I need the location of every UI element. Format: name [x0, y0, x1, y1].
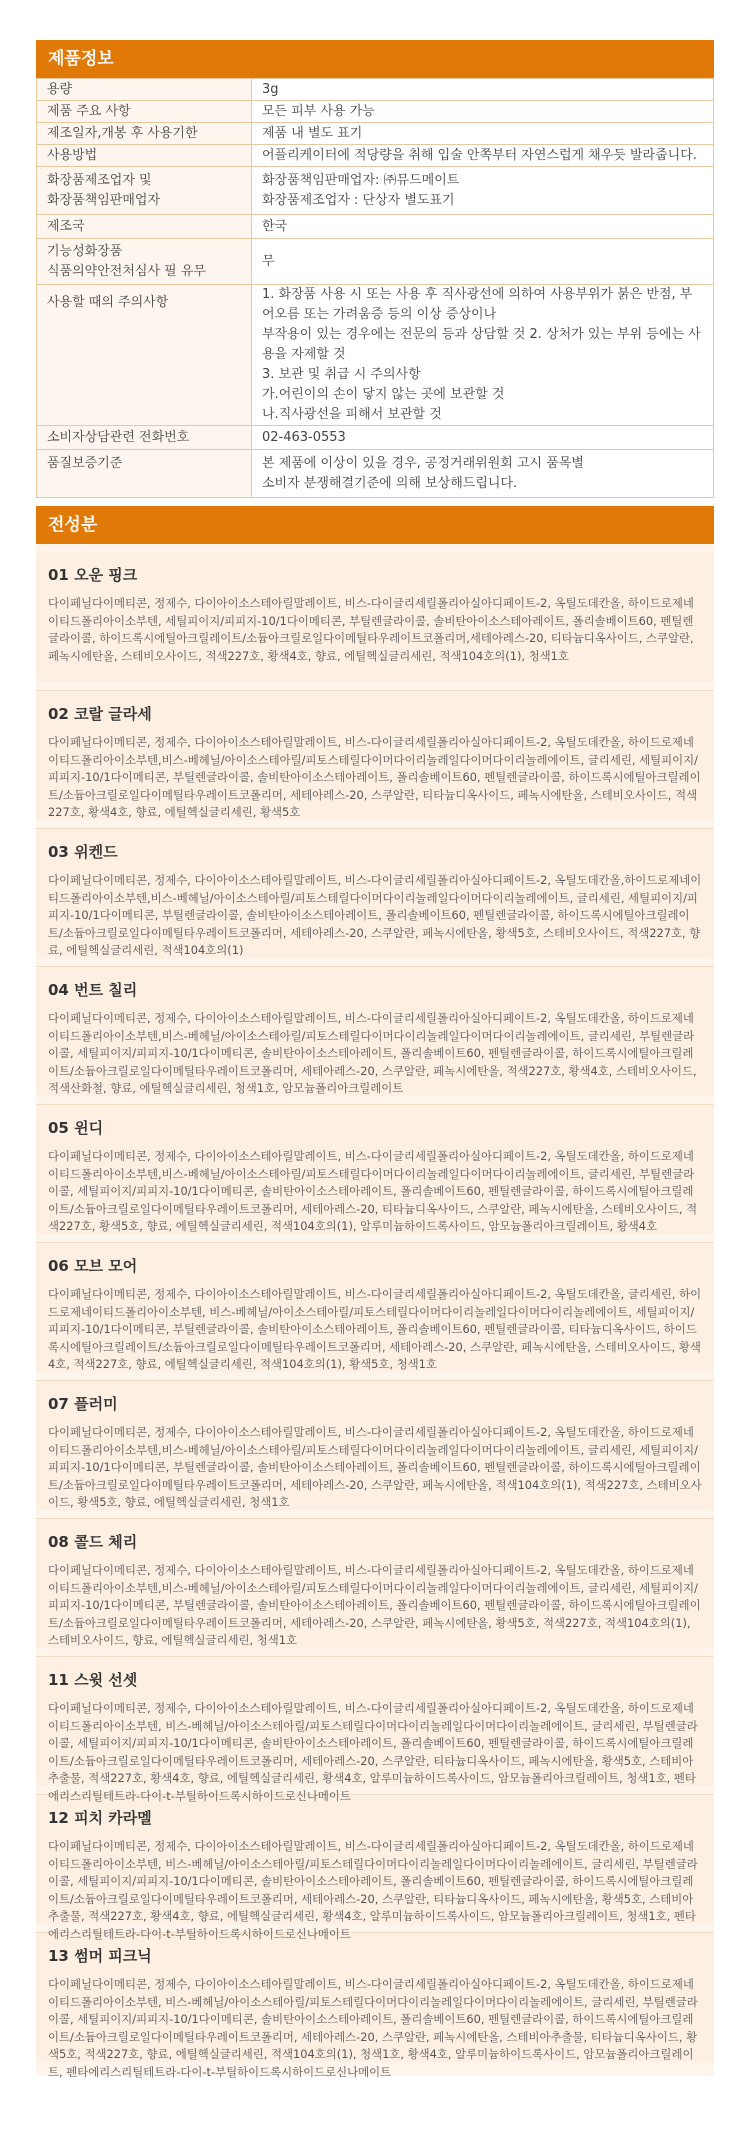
info-value: 한국 — [252, 215, 714, 239]
ingredient-name: 04 번트 칠리 — [48, 981, 138, 999]
info-row-manufacturer — [37, 167, 714, 215]
ingredients-title: 전성분 — [36, 506, 714, 544]
info-row-date — [37, 123, 714, 145]
ingredients-list — [36, 544, 714, 2079]
ingredient-item — [36, 966, 714, 1096]
ingredient-item — [36, 1380, 714, 1510]
info-value: 무 — [252, 239, 714, 285]
ingredient-text: 다이페닐다이메티콘, 정제수, 다이아이소스테아릴말레이트, 비스-다이글리세릴폴리아실아디페이트-2, 옥틸도데칸올, 하이드로제네이티드폴리아이소부텐, 비스-베헤닐/아이소스테아릴/피토스테릴다이머다이리놀레일다이머다이리놀레에이트, 글리세린, 부틸렌글라이콜, 세틸피이지/피피지-10/1다이메티콘, 솔비탄아이소스테아레이트, 폴리솔베이트60, 펜틸렌글라이콜, 하이드록시에틸아크릴레이트/소듐아크릴로일다이메틸타우레이트코폴리머, 세테아레스-20, 스쿠알란, 티타늄디옥사이드, 페녹시에탄올, 황색5호, 스테비아추출물, 적색227호, 황색4호, 향료, 에틸헥실글리세린, 황색4호, 알루미늄하이드록사이드, 암모늄폴리아크릴레이트, 청색1호, 펜타에리스리틸테트라-다이-t-부틸하이드록시하이드로신나메이트 — [48, 1701, 698, 1803]
info-key: 용량 — [37, 79, 252, 101]
info-key: 품질보증기준 — [37, 450, 252, 498]
info-value: 3g — [252, 79, 714, 101]
ingredient-item — [36, 1104, 714, 1234]
info-value: 화장품책임판매업자: ㈜뮤드메이트 화장품제조업자 : 단상자 별도표기 — [252, 167, 714, 215]
ingredient-text: 다이페닐다이메티콘, 정제수, 다이아이소스테아릴말레이트, 비스-다이글리세릴폴리아실아디페이트-2, 옥틸도데칸올,하이드로제네이티드폴리아이소부텐,비스-베헤닐/아이소스테아릴/피토스테릴다이머다이리놀레일다이머다이리놀레에이트, 글리세린, 세틸피이지/피피지-10/1다이메티콘, 부틸렌글라이콜, 솔비탄아이소스테아레이트, 폴리솔베이트60, 펜틸렌글라이콜, 하이드록시에틸아크릴레이트/소듐아크릴로일다이메틸타우레이트코폴리머, 세테아레스-20, 스쿠알란, 페녹시에탄올, 황색5호, 스테비오사이드, 적색227호, 향료, 에틸헥실글리세린, 적색104호의(1) — [48, 873, 702, 957]
ingredient-text: 다이페닐다이메티콘, 정제수, 다이아이소스테아릴말레이트, 비스-다이글리세릴폴리아실아디페이트-2, 옥틸도데칸올, 글리세린, 하이드로제네이티드폴리아이소부텐, 비스-베헤닐/아이소스테아릴/피토스테릴다이머다이리놀레일다이머다이리놀레에이트, 세틸피이지/피피지-10/1다이메티콘, 부틸렌글라이콜, 솔비탄아이소스테아레이트, 폴리솔베이트60, 펜틸렌글라이콜, 티타늄디옥사이드, 하이드록시에틸아크릴레이트/소듐아크릴로일다이메틸타우레이트코폴리머, 세테아레스-20, 스쿠알란, 페녹시에탄올, 스테비오사이드, 황색4호, 적색227호, 향료, 에틸헥실글리세린, 적색104호의(1), 황색5호, 청색1호 — [48, 1287, 702, 1371]
ingredient-item — [36, 690, 714, 820]
ingredients-section — [36, 506, 714, 2079]
ingredient-item — [36, 828, 714, 958]
info-key: 사용할 때의 주의사항 — [37, 285, 252, 426]
ingredient-item — [36, 1656, 714, 1803]
info-value: 02-463-0553 — [252, 426, 714, 450]
product-info-title: 제품정보 — [36, 40, 714, 78]
ingredient-text: 다이페닐다이메티콘, 정제수, 다이아이소스테아릴말레이트, 비스-다이글리세릴폴리아실아디페이트-2, 옥틸도데칸올, 하이드로제네이티드폴리아이소부텐,비스-베헤닐/아이소스테아릴/피토스테릴다이머다이리놀레일다이머다이리놀레에이트, 글리세린, 부틸렌글라이콜, 세틸피이지/피피지-10/1다이메티콘, 솔비탄아이소스테아레이트, 폴리솔베이트60, 펜틸렌글라이콜, 하이드록시에틸아크릴레이트/소듐아크릴로일다이메틸타우레이트코폴리머, 세테아레스-20, 티타늄디옥사이드, 스쿠알란, 페녹시에탄올, 스테비오사이드, 적색227호, 황색5호, 향료, 에틸헥실글리세린, 적색104호의(1), 알루미늄하이드록사이드, 암모늄폴리아크릴레이트, 황색4호 — [48, 1149, 698, 1233]
info-value: 모든 피부 사용 가능 — [252, 101, 714, 123]
ingredient-name: 12 피치 카라멜 — [48, 1809, 152, 1827]
ingredient-name: 07 플러미 — [48, 1395, 118, 1413]
info-value: 본 제품에 이상이 있을 경우, 공정거래위원회 고시 품목별 소비자 분쟁해결기준에 의해 보상해드립니다. — [252, 450, 714, 498]
ingredient-text: 다이페닐다이메티콘, 정제수, 다이아이소스테아릴말레이트, 비스-다이글리세릴폴리아실아디페이트-2, 옥틸도데칸올, 하이드로제네이티드폴리아이소부텐,비스-베헤닐/아이소스테아릴/피토스테릴다이머다이리놀레일다이머다이리놀레에이트, 글리세린, 부틸렌글라이콜, 세틸피이지/피피지-10/1다이메티콘, 솔비탄아이소스테아레이트, 폴리솔베이트60, 펜틸렌글라이콜, 하이드록시에틸아크릴레이트/소듐아크릴로일다이메틸타우레이트코폴리머, 세테아레스-20, 스쿠알란, 페녹시에탄올, 적색227호, 황색4호, 스테비오사이드, 적색산화철, 향료, 에틸헥실글리세린, 청색1호, 암모늄폴리아크릴레이트 — [48, 1011, 697, 1095]
info-key: 소비자상담관련 전화번호 — [37, 426, 252, 450]
ingredient-name: 05 윈디 — [48, 1119, 104, 1137]
ingredient-name: 01 오운 핑크 — [48, 566, 138, 584]
info-value: 어플리케이터에 적당량을 취해 입술 안쪽부터 자연스럽게 채우듯 발라줍니다. — [252, 145, 714, 167]
product-info-section — [36, 40, 714, 498]
info-row-usage — [37, 145, 714, 167]
info-row-main — [37, 101, 714, 123]
info-value: 1. 화장품 사용 시 또는 사용 후 직사광선에 의하여 사용부위가 붉은 반점, 부어오름 또는 가려움증 등의 이상 증상이나 부작용이 있는 경우에는 전문의 등과 상담할 것 2. 상처가 있는 부위 등에는 사용을 자제할 것 3. 보관 및 취급 시 주의사항 가.어린이의 손이 닿지 않는 곳에 보관할 것 나.직사광선을 피해서 보관할 것 — [252, 285, 714, 426]
ingredient-text: 다이페닐다이메티콘, 정제수, 다이아이소스테아릴말레이트, 비스-다이글리세릴폴리아실아디페이트-2, 옥틸도데칸올, 하이드로제네이티드폴리아이소부텐,비스-베헤닐/아이소스테아릴/피토스테릴다이머다이리놀레일다이머다이리놀레에이트, 글리세린, 세틸피이지/피피지-10/1다이메티콘, 부틸렌글라이콜, 솔비탄아이소스테아레이트, 폴리솔베이트60, 펜틸렌글라이콜, 하이드록시에틸아크릴레이트/소듐아크릴로일다이메틸타우레이트코폴리머, 세테아레스-20, 스쿠알란, 페녹시에탄올, 적색104호의(1), 적색227호, 스테비오사이드, 황색5호, 향료, 에틸헥실글리세린, 청색1호 — [48, 1425, 702, 1509]
info-key: 화장품제조업자 및 화장품책임판매업자 — [37, 167, 252, 215]
info-key: 기능성화장품 식품의약안전처심사 필 유무 — [37, 239, 252, 285]
info-value: 제품 내 별도 표기 — [252, 123, 714, 145]
info-row-country — [37, 215, 714, 239]
info-row-volume — [37, 79, 714, 101]
ingredient-item — [36, 1794, 714, 1941]
info-row-functional — [37, 239, 714, 285]
info-key: 제조일자,개봉 후 사용기한 — [37, 123, 252, 145]
ingredient-text: 다이페닐다이메티콘, 정제수, 다이아이소스테아릴말레이트, 비스-다이글리세릴폴리아실아디페이트-2, 옥틸도데칸올, 하이드로제네이티드폴리아이소부텐, 비스-베헤닐/아이소스테아릴/피토스테릴다이머다이리놀레일다이머다이리놀레에이트, 글리세린, 부틸렌글라이콜, 세틸피이지/피피지-10/1다이메티콘, 솔비탄아이소스테아레이트, 폴리솔베이트60, 펜틸렌글라이콜, 하이드록시에틸아크릴레이트/소듐아크릴로일다이메틸타우레이트코폴리머, 세테아레스-20, 스쿠알란, 페녹시에탄올, 스테비아추출물, 티타늄디옥사이드, 황색5호, 적색227호, 향료, 에틸헥실글리세린, 적색104호의(1), 청색1호, 황색4호, 알루미늄하이드록사이드, 암모늄폴리아크릴레이트, 펜타에리스리틸테트라-다이-t-부틸하이드록시하이드로신나메이트 — [48, 1977, 698, 2079]
info-key: 제품 주요 사항 — [37, 101, 252, 123]
ingredient-text: 다이페닐다이메티콘, 정제수, 다이아이소스테아릴말레이트, 비스-다이글리세릴폴리아실아디페이트-2, 옥틸도데칸올, 하이드로제네이티드폴리아이소부텐, 비스-베헤닐/아이소스테아릴/피토스테릴다이머다이리놀레일다이머다이리놀레에이트, 글리세린, 부틸렌글라이콜, 세틸피이지/피피지-10/1다이메티콘, 솔비탄아이소스테아레이트, 폴리솔베이트60, 펜틸렌글라이콜, 하이드록시에틸아크릴레이트/소듐아크릴로일다이메틸타우레이트코폴리머, 세테아레스-20, 스쿠알란, 티타늄디옥사이드, 페녹시에탄올, 황색5호, 스테비아추출물, 적색227호, 황색4호, 향료, 에틸헥실글리세린, 황색4호, 알루미늄하이드록사이드, 암모늄폴리아크릴레이트, 청색1호, 펜타에리스리틸테트라-다이-t-부틸하이드록시하이드로신나메이트 — [48, 1839, 698, 1941]
ingredient-name: 11 스윗 선셋 — [48, 1671, 138, 1689]
ingredient-text: 다이페닐다이메티콘, 정제수, 다이아이소스테아릴말레이트, 비스-다이글리세릴폴리아실아디페이트-2, 옥틸도데칸올, 하이드로제네이티드폴리아이소부텐,비스-베헤닐/아이소스테아릴/피토스테릴다이머다이리놀레일다이머다이리놀레에이트, 글리세린, 세틸피이지/피피지-10/1다이메티콘, 부틸렌글라이콜, 솔비탄아이소스테아레이트, 폴리솔베이트60, 펜틸렌글라이콜, 하이드록시에틸아크릴레이트/소듐아크릴로일다이메틸타우레이트코폴리머, 세테아레스-20, 스쿠알란, 티타늄디옥사이드, 페녹시에탄올, 스테비오사이드, 적색227호, 황색4호, 향료, 에틸헥실글리세린, 황색5호 — [48, 735, 701, 819]
ingredient-name: 06 모브 모어 — [48, 1257, 138, 1275]
ingredient-name: 02 코랄 글라세 — [48, 705, 152, 723]
ingredient-text: 다이페닐다이메티콘, 정제수, 다이아이소스테아릴말레이트, 비스-다이글리세릴폴리아실아디페이트-2, 옥틸도데칸올, 하이드로제네이티드폴리아이소부텐, 세틸피이지/피피지-10/1다이메티콘, 부틸렌글라이콜, 솔비탄아이소스테아레이트, 폴리솔베이트60, 펜틸렌글라이콜, 하이드록시에틸아크릴레이트/소듐아크릴로일다이메틸타우레이트코폴리머,세테아레스-20, 티타늄디옥사이드, 스쿠알란, 페녹시에탄올, 스테비오사이드, 적색227호, 황색4호, 향료, 에틸헥실글리세린, 적색104호의(1), 청색1호 — [48, 596, 694, 663]
ingredient-text: 다이페닐다이메티콘, 정제수, 다이아이소스테아릴말레이트, 비스-다이글리세릴폴리아실아디페이트-2, 옥틸도데칸올, 하이드로제네이티드폴리아이소부텐,비스-베헤닐/아이소스테아릴/피토스테릴다이머다이리놀레일다이머다이리놀레에이트, 글리세린, 세틸피이지/피피지-10/1다이메티콘, 부틸렌글라이콜, 솔비탄아이소스테아레이트, 폴리솔베이트60, 펜틸렌글라이콜, 하이드록시에틸아크릴레이트/소듐아크릴로일다이메틸타우레이트코폴리머, 세테아레스-20, 스쿠알란, 페녹시에탄올, 황색5호, 적색227호, 적색104호의(1), 스테비오사이드, 향료, 에틸헥실글리세린, 청색1호 — [48, 1563, 701, 1647]
ingredient-name: 03 위켄드 — [48, 843, 118, 861]
info-row-quality — [37, 450, 714, 498]
ingredient-name: 08 콜드 체리 — [48, 1533, 138, 1551]
info-key: 제조국 — [37, 215, 252, 239]
info-row-phone — [37, 426, 714, 450]
info-key: 사용방법 — [37, 145, 252, 167]
ingredient-item — [36, 1242, 714, 1372]
ingredient-item — [36, 1932, 714, 2079]
ingredient-name: 13 썸머 피크닉 — [48, 1947, 152, 1965]
product-info-table — [36, 78, 714, 498]
ingredient-item — [36, 552, 714, 682]
ingredient-item — [36, 1518, 714, 1648]
info-row-cautions — [37, 285, 714, 426]
